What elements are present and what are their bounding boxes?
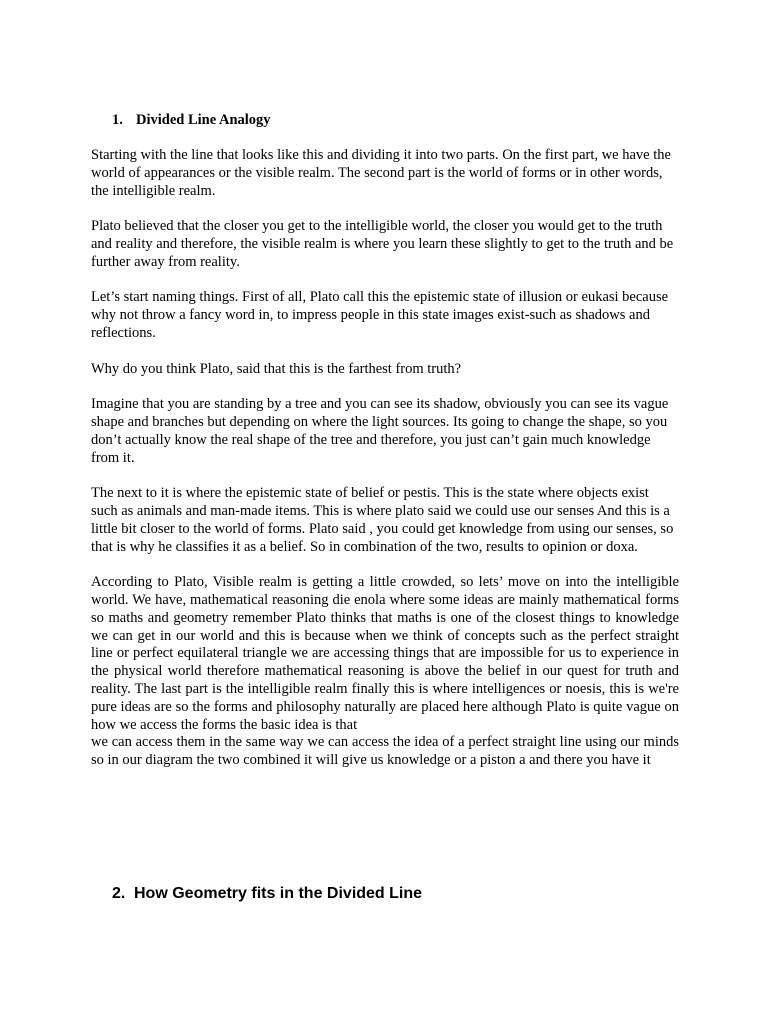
paragraph-plato-belief: Plato believed that the closer you get to the intelligible world, the closer you would get to the truth and reality and therefore, the visible realm is where you learn these slightly to get to the truth and be further away from reality. <box>91 218 674 270</box>
paragraph-intelligible <box>91 574 679 770</box>
paragraph-intro: Starting with the line that looks like this and dividing it into two parts. On the first part, we have the world of appearances or the visible realm. The second part is the world of forms or in other words, the intelligible realm. <box>91 147 671 199</box>
paragraph-intelligible-part1: According to Plato, Visible realm is getting a little crowded, so lets’ move on into the intelligible world. We have, mathematical reasoning die enola where some ideas are mainly mathematical forms so maths and geometry remember Plato thinks that maths is one of the closest things to knowledge we can get in our world and this is because when we think of concepts such as the perfect straight line or perfect equilateral triangle we are accessing things that are impossible for us to experience in the physical world therefore mathematical reasoning is above the belief in our quest for truth and reality. The last part is the intelligible realm finally this is where intelligences or noesis, this is we're pure ideas are so the forms and philosophy naturally are placed here although Plato is quite vague on how we access the forms the basic idea is that <box>91 574 679 733</box>
paragraph-belief: The next to it is where the epistemic state of belief or pestis. This is the state where objects exist such as animals and man-made items. This is where plato said we could use our senses And this is a little bit closer to the world of forms. Plato said , you could get knowledge from using our senses, so that is why he classifies it as a belief. So in combination of the two, results to opinion or doxa. <box>91 485 674 555</box>
document-body <box>91 147 679 788</box>
section-number-1: 1. <box>112 112 123 128</box>
paragraph-question: Why do you think Plato, said that this is the farthest from truth? <box>91 360 462 377</box>
paragraph-tree-shadow: Imagine that you are standing by a tree and you can see its shadow, obviously you can see its vague shape and branches but depending on where the light sources. Its going to change the shape, so you don’t actually know the real shape of the tree and therefore, you just can’t gain much knowledge from it. <box>91 396 669 466</box>
section-heading-2 <box>112 884 422 904</box>
paragraph-naming: Let’s start naming things. First of all, Plato call this the epistemic state of illusion or eukasi because why not throw a fancy word in, to impress people in this state images exist-such as shadows and reflections. <box>91 289 669 341</box>
section-heading-1 <box>112 111 271 129</box>
section-number-2: 2. <box>112 885 126 902</box>
section-title-1: Divided Line Analogy <box>136 112 271 128</box>
paragraph-intelligible-part2: we can access them in the same way we can access the idea of a perfect straight line using our minds so in our diagram the two combined it will give us knowledge or a piston a and there you have it <box>91 734 679 769</box>
section-title-2: How Geometry fits in the Divided Line <box>134 885 423 902</box>
